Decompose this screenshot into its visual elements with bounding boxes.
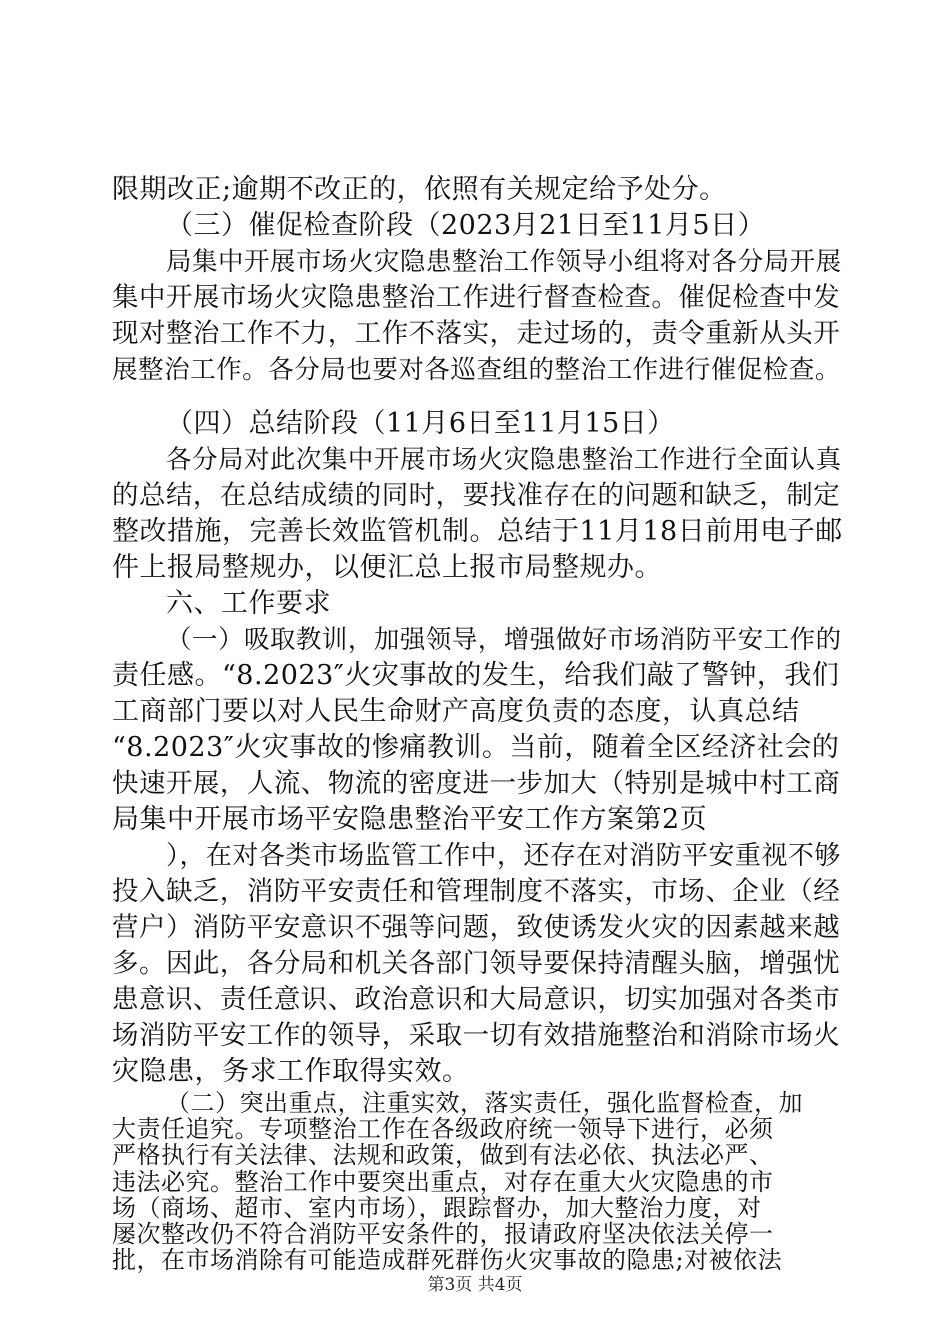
body-line: “8.2023″火灾事故的惨痛教训。当前，随着全区经济社会的: [112, 732, 840, 763]
section-heading: 六、工作要求: [166, 588, 331, 619]
body-line: 患意识、责任意识、政治意识和大局意识，切实加强对各类市: [112, 984, 841, 1015]
body-line: 集中开展市场火灾隐患整治工作进行督查检查。催促检查中发: [112, 282, 841, 313]
body-line: 的总结，在总结成绩的同时，要找准存在的问题和缺乏，制定: [112, 480, 841, 511]
body-line: （二）突出重点，注重实效，落实责任，强化监督检查，加: [166, 1089, 803, 1117]
body-line: ），在对各类市场监管工作中，还存在对消防平安重视不够: [166, 841, 841, 871]
body-line: 灾隐患，务求工作取得实效。: [112, 1056, 470, 1087]
body-line: 局集中开展市场火灾隐患整治工作领导小组将对各分局开展: [166, 247, 842, 277]
body-line: 多。因此，各分局和机关各部门领导要保持清醒头脑，增强忧: [112, 948, 841, 979]
body-line: 场消防平安工作的领导，采取一切有效措施整治和消除市场火: [112, 1020, 841, 1051]
page-footer: 第3页 共4页: [427, 1275, 523, 1295]
body-line: （一）吸取教训，加强领导，增强做好市场消防平安工作的: [166, 625, 842, 655]
body-line: 投入缺乏，消防平安责任和管理制度不落实，市场、企业（经: [112, 876, 841, 907]
body-line: 违法必究。整治工作中要突出重点，对存在重大火灾隐患的市: [112, 1167, 774, 1196]
body-line: 快速开展，人流、物流的密度进一步加大（特别是城中村工商: [112, 768, 841, 799]
body-line: 局集中开展市场平安隐患整治平安工作方案第2页: [112, 804, 708, 835]
body-line: 现对整治工作不力，工作不落实，走过场的，责令重新从头开: [112, 318, 841, 349]
body-line: 场（商场、超市、室内市场），跟踪督办，加大整治力度，对: [112, 1193, 762, 1222]
body-line: 限期改正;逾期不改正的，依照有关规定给予处分。: [112, 174, 727, 205]
body-line: 批，在市场消除有可能造成群死群伤火灾事故的隐患;对被依法: [112, 1246, 783, 1275]
body-line: 责任感。“8.2023″火灾事故的发生，给我们敲了警钟，我们: [112, 660, 840, 691]
body-line: 各分局对此次集中开展市场火灾隐患整治工作进行全面认真: [166, 445, 842, 475]
body-line: 营户）消防平安意识不强等问题，致使诱发火灾的因素越来越: [112, 912, 841, 943]
section-heading: （四）总结阶段（11月6日至11月15日）: [166, 408, 675, 439]
body-line: 大责任追究。专项整治工作在各级政府统一领导下进行，必须: [112, 1115, 774, 1144]
body-line: 屡次整改仍不符合消防平安条件的，报请政府坚决依法关停一: [112, 1220, 774, 1248]
body-line: 展整治工作。各分局也要对各巡查组的整治工作进行催促检查。: [112, 355, 841, 385]
body-line: 整改措施，完善长效监管机制。总结于11月18日前用电子邮: [112, 516, 843, 547]
body-line: 工商部门要以对人民生命财产高度负责的态度，认真总结: [112, 696, 800, 727]
body-line: 严格执行有关法律、法规和政策，做到有法必依、执法必严、: [112, 1141, 774, 1170]
body-line: 件上报局整规办，以便汇总上报市局整规办。: [112, 552, 662, 583]
section-heading: （三）催促检查阶段（2023月21日至11月5日）: [166, 210, 766, 241]
